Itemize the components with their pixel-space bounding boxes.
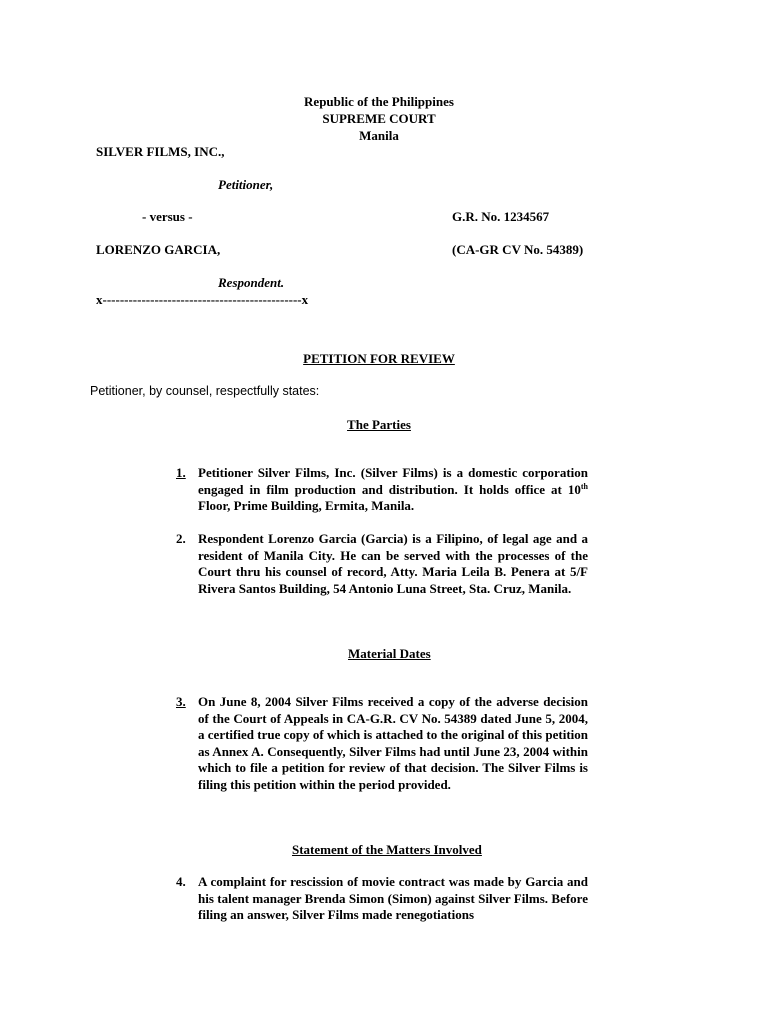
document-title: PETITION FOR REVIEW	[303, 351, 455, 366]
ca-number: (CA-GR CV No. 54389)	[452, 242, 584, 257]
section-heading-material-dates: Material Dates	[348, 646, 431, 661]
paragraph-text: On June 8, 2004 Silver Films received a copy of the adverse decision of the Court of Appeals in CA-G.R. CV No. 54389 dated June 5, 2004, a certified true copy of which is attached to the original of this petition as Annex A. Consequently, Silver Films had until June 23, 2004 within which to file a petition for review of that decision. The Silver Films is filing this petition within the period provided.	[198, 694, 588, 792]
paragraph-text: Respondent Lorenzo Garcia (Garcia) is a Filipino, of legal age and a resident of Manila City. He can be served with the processes of the Court thru his counsel of record, Atty. Maria Leila B. Penera at 5/F Rivera Santos Building, 54 Antonio Luna Street, Sta. Cruz, Manila.	[198, 531, 588, 596]
paragraph-3	[176, 694, 588, 793]
paragraph-number: 1.	[176, 465, 186, 480]
ordinal-suffix: th	[580, 481, 588, 491]
header-city: Manila	[359, 128, 399, 143]
versus-label: - versus -	[142, 209, 193, 224]
paragraph-number: 3.	[176, 694, 186, 709]
paragraph-text: Petitioner Silver Films, Inc. (Silver Films) is a domestic corporation engaged in film production and distribution. It holds office at 10th Floor, Prime Building, Ermita, Manila.	[198, 465, 588, 513]
header-republic: Republic of the Philippines	[304, 94, 454, 109]
petitioner-role: Petitioner,	[218, 177, 274, 192]
respondent-name: LORENZO GARCIA,	[96, 242, 221, 257]
petitioner-name: SILVER FILMS, INC.,	[96, 144, 225, 159]
gr-number: G.R. No. 1234567	[452, 209, 550, 224]
caption-separator: x----------------------------------------------x	[96, 292, 309, 307]
paragraph-2	[176, 531, 588, 597]
paragraph-text: A complaint for rescission of movie contract was made by Garcia and his talent manager Brenda Simon (Simon) against Silver Films. Before filing an answer, Silver Films made renegotiations	[198, 874, 588, 922]
intro-text: Petitioner, by counsel, respectfully states:	[90, 384, 320, 398]
section-heading-matters: Statement of the Matters Involved	[292, 842, 482, 857]
header-court: SUPREME COURT	[322, 111, 436, 126]
paragraph-number: 4.	[176, 874, 186, 889]
paragraph-number: 2.	[176, 531, 186, 546]
paragraph-4	[176, 874, 588, 924]
section-heading-parties: The Parties	[347, 417, 411, 432]
paragraph-1	[176, 465, 588, 515]
respondent-role: Respondent.	[218, 275, 285, 290]
